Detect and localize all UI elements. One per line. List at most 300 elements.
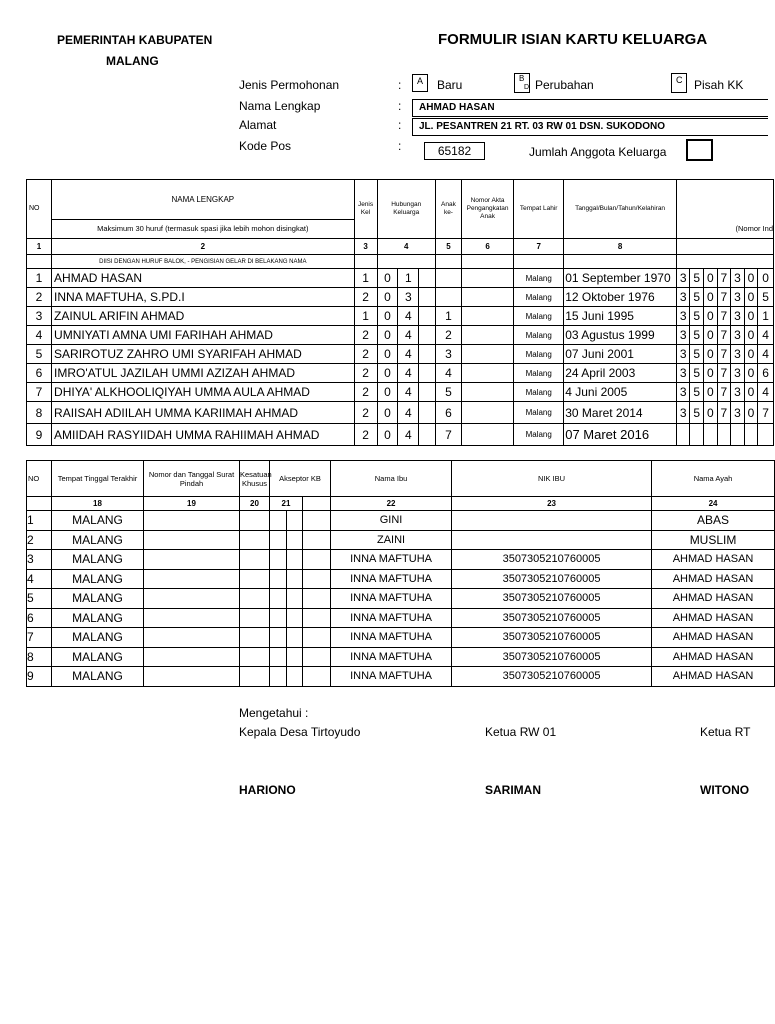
nik-digit: 0 [704,269,718,288]
nik-digit: 0 [704,402,718,424]
member-birthdate: 24 April 2003 [564,364,677,383]
kesatuan-cell [240,628,270,648]
nik-ibu-cell: 3507305210760005 [452,647,652,667]
member-gender: 1 [354,307,377,326]
member-relation-digit: 0 [377,345,398,364]
row-number: 4 [27,569,52,589]
kesatuan-cell [240,530,270,550]
nik-digit: 7 [758,402,774,424]
row-number: 8 [27,647,52,667]
table-row [27,402,774,424]
member-relation-digit [419,269,436,288]
col-number: 6 [462,239,514,255]
nik-digit: 5 [690,364,704,383]
option-b-code-2: D [524,84,530,91]
member-gender: 2 [354,364,377,383]
tempat-tinggal-cell: MALANG [52,667,144,687]
header-nama-note: Maksimum 30 huruf (termasuk spasi jika lebih mohon disingkat) [52,220,355,239]
jumlah-anggota-field[interactable] [686,139,713,161]
header-tanggal-lahir: Tanggal/Bulan/Tahun/Kelahiran [564,180,677,239]
member-relation-digit [419,383,436,402]
option-c-checkbox[interactable] [671,73,687,93]
nama-lengkap-label: Nama Lengkap [239,99,321,113]
option-b-label: Perubahan [535,78,594,92]
table-row [27,511,775,531]
col-number: 1 [27,239,52,255]
kesatuan-cell [240,511,270,531]
table-row [27,647,775,667]
member-relation-digit [419,402,436,424]
nik-digit: 4 [758,345,774,364]
akseptor-cell [270,628,287,648]
header-nomor-surat: Nomor dan Tanggal Surat Pindah [144,461,240,497]
member-name: ZAINUL ARIFIN AHMAD [52,307,355,326]
tempat-tinggal-cell: MALANG [52,530,144,550]
nik-digit: 5 [690,345,704,364]
nik-digit: 7 [717,402,731,424]
header-kesatuan-khusus: Kesatuan Khusus [240,461,270,497]
nama-lengkap-field[interactable]: AHMAD HASAN [412,99,768,117]
member-birthplace: Malang [514,326,564,345]
table-row [27,364,774,383]
nik-digit: 3 [676,345,690,364]
col-number: 20 [240,497,270,511]
nik-digit: 3 [731,345,745,364]
colon: : [398,78,402,92]
akseptor-cell [287,667,303,687]
member-birthdate: 01 September 1970 [564,269,677,288]
row-number: 1 [27,511,52,531]
table-row [27,307,774,326]
akseptor-cell [303,511,331,531]
nik-digit: 0 [744,345,758,364]
nik-digit [758,424,774,446]
nik-digit: 3 [676,269,690,288]
header-tempat-lahir: Tempat Lahir [514,180,564,239]
table-row [27,345,774,364]
kepala-desa-name: HARIONO [239,783,296,797]
nama-ibu-cell: INNA MAFTUHA [331,647,452,667]
kesatuan-cell [240,589,270,609]
akseptor-cell [303,530,331,550]
member-child-order [435,269,461,288]
nama-ibu-cell: ZAINI [331,530,452,550]
akseptor-cell [287,511,303,531]
nik-ibu-cell: 3507305210760005 [452,608,652,628]
jumlah-anggota-label: Jumlah Anggota Keluarga [529,145,667,159]
kepala-desa-title: Kepala Desa Tirtoyudo [239,725,361,739]
table-row [27,326,774,345]
akseptor-cell [287,530,303,550]
member-number: 3 [27,307,52,326]
colon: : [398,118,402,132]
alamat-label: Alamat [239,118,277,132]
nama-ayah-cell: ABAS [652,511,775,531]
nama-ayah-cell: AHMAD HASAN [652,608,775,628]
tempat-tinggal-cell: MALANG [52,647,144,667]
akseptor-cell [287,647,303,667]
nik-digit: 6 [758,364,774,383]
nik-digit: 3 [731,402,745,424]
surat-pindah-cell [144,511,240,531]
nik-digit: 3 [676,326,690,345]
akseptor-cell [303,550,331,570]
row-number: 7 [27,628,52,648]
nama-ibu-cell: INNA MAFTUHA [331,628,452,648]
member-birthdate: 15 Juni 1995 [564,307,677,326]
member-adoption-number [462,269,514,288]
nama-ibu-cell: INNA MAFTUHA [331,550,452,570]
col-number: 7 [514,239,564,255]
member-adoption-number [462,424,514,446]
table-row [27,628,775,648]
akseptor-cell [270,667,287,687]
nik-ibu-cell [452,511,652,531]
member-name: IMRO'ATUL JAZILAH UMMI AZIZAH AHMAD [52,364,355,383]
row-number: 6 [27,608,52,628]
nik-ibu-cell: 3507305210760005 [452,569,652,589]
member-number: 1 [27,269,52,288]
member-name: AHMAD HASAN [52,269,355,288]
table-row [27,269,774,288]
col-number: 18 [52,497,144,511]
nama-ibu-cell: INNA MAFTUHA [331,569,452,589]
member-name: SARIROTUZ ZAHRO UMI SYARIFAH AHMAD [52,345,355,364]
member-child-order: 4 [435,364,461,383]
nik-digit: 4 [758,383,774,402]
member-relation-digit [419,364,436,383]
akseptor-cell [270,550,287,570]
member-name: AMIIDAH RASYIIDAH UMMA RAHIIMAH AHMAD [52,424,355,446]
nik-digit: 1 [758,307,774,326]
tempat-tinggal-cell: MALANG [52,550,144,570]
akseptor-cell [287,628,303,648]
kesatuan-cell [240,569,270,589]
header-no: NO [27,461,52,497]
nik-digit [704,424,718,446]
nik-ibu-cell [452,530,652,550]
colon: : [398,139,402,153]
header-nik-ibu: NIK IBU [452,461,652,497]
member-gender: 2 [354,383,377,402]
member-relation-digit: 4 [398,307,419,326]
member-name: UMNIYATI AMNA UMI FARIHAH AHMAD [52,326,355,345]
nik-ibu-cell: 3507305210760005 [452,667,652,687]
akseptor-cell [303,569,331,589]
nik-digit: 0 [744,326,758,345]
surat-pindah-cell [144,550,240,570]
akseptor-cell [270,608,287,628]
header-akseptor-kb: Akseptor KB [270,461,331,497]
member-number: 8 [27,402,52,424]
nik-digit: 0 [744,288,758,307]
member-relation-digit: 0 [377,402,398,424]
member-number: 7 [27,383,52,402]
nik-digit: 3 [731,288,745,307]
member-birthplace: Malang [514,307,564,326]
tempat-tinggal-cell: MALANG [52,511,144,531]
option-a-label: Baru [437,78,463,92]
akseptor-cell [270,530,287,550]
member-birthplace: Malang [514,424,564,446]
col-number: 4 [377,239,435,255]
col-number: 5 [435,239,461,255]
table-row [27,589,775,609]
col-number: 3 [354,239,377,255]
ketua-rw-name: SARIMAN [485,783,541,797]
member-child-order: 1 [435,307,461,326]
nik-digit: 3 [676,288,690,307]
member-relation-digit [419,288,436,307]
akseptor-cell [270,569,287,589]
member-relation-digit: 0 [377,364,398,383]
member-relation-digit: 0 [377,424,398,446]
member-name: INNA MAFTUHA, S.PD.I [52,288,355,307]
nama-ibu-cell: INNA MAFTUHA [331,667,452,687]
member-relation-digit: 4 [398,364,419,383]
member-child-order [435,288,461,307]
member-gender: 1 [354,269,377,288]
nik-digit: 7 [717,345,731,364]
nik-digit: 0 [744,383,758,402]
member-child-order: 5 [435,383,461,402]
member-relation-digit: 4 [398,345,419,364]
nik-digit: 0 [744,364,758,383]
header-nama-ayah: Nama Ayah [652,461,775,497]
member-child-order: 2 [435,326,461,345]
surat-pindah-cell [144,569,240,589]
member-relation-digit: 3 [398,288,419,307]
table-row [27,530,775,550]
header-no: NO [27,180,52,239]
akseptor-cell [270,589,287,609]
option-b-code: B [519,74,525,83]
nik-ibu-cell: 3507305210760005 [452,628,652,648]
member-adoption-number [462,288,514,307]
member-birthplace: Malang [514,402,564,424]
member-relation-digit [419,307,436,326]
nama-ibu-cell: INNA MAFTUHA [331,608,452,628]
member-gender: 2 [354,326,377,345]
member-adoption-number [462,345,514,364]
member-birthdate: 03 Agustus 1999 [564,326,677,345]
government-line-2: MALANG [106,54,159,68]
member-birthdate: 07 Maret 2016 [564,424,677,446]
table-row [27,424,774,446]
tempat-tinggal-cell: MALANG [52,628,144,648]
kesatuan-cell [240,667,270,687]
colon: : [398,99,402,113]
nik-digit: 0 [744,269,758,288]
surat-pindah-cell [144,647,240,667]
akseptor-cell [303,647,331,667]
table-row [27,550,775,570]
table-row [27,383,774,402]
member-birthplace: Malang [514,288,564,307]
nik-digit: 3 [676,364,690,383]
member-gender: 2 [354,345,377,364]
member-name: DHIYA' ALKHOOLIQIYAH UMMA AULA AHMAD [52,383,355,402]
member-relation-digit: 0 [377,269,398,288]
member-birthplace: Malang [514,383,564,402]
member-relation-digit: 4 [398,424,419,446]
member-relation-digit: 0 [377,326,398,345]
surat-pindah-cell [144,667,240,687]
akseptor-cell [270,511,287,531]
member-number: 2 [27,288,52,307]
nama-ayah-cell: AHMAD HASAN [652,589,775,609]
header-hubungan-keluarga: Hubungan Keluarga [377,180,435,239]
member-relation-digit: 4 [398,383,419,402]
nik-digit: 5 [690,288,704,307]
nama-ayah-cell: MUSLIM [652,530,775,550]
nama-ibu-cell: INNA MAFTUHA [331,589,452,609]
member-adoption-number [462,364,514,383]
header-anak-ke: Anak ke- [435,180,461,239]
member-birthplace: Malang [514,364,564,383]
tempat-tinggal-cell: MALANG [52,589,144,609]
member-relation-digit [419,424,436,446]
member-gender: 2 [354,288,377,307]
kesatuan-cell [240,550,270,570]
nama-ayah-cell: AHMAD HASAN [652,647,775,667]
nik-digit: 3 [731,364,745,383]
nik-digit: 3 [731,383,745,402]
kode-pos-field[interactable]: 65182 [424,142,485,160]
surat-pindah-cell [144,628,240,648]
member-adoption-number [462,307,514,326]
nik-digit [731,424,745,446]
member-name: RAIISAH ADIILAH UMMA KARIIMAH AHMAD [52,402,355,424]
member-number: 4 [27,326,52,345]
nik-digit: 0 [744,307,758,326]
col-number: 19 [144,497,240,511]
nik-digit: 7 [717,364,731,383]
surat-pindah-cell [144,530,240,550]
nik-digit: 3 [676,383,690,402]
nik-digit: 5 [690,307,704,326]
col-number: 21 [270,497,303,511]
member-relation-digit: 4 [398,402,419,424]
nik-digit [744,424,758,446]
akseptor-cell [303,667,331,687]
table-row [27,667,775,687]
surat-pindah-cell [144,608,240,628]
akseptor-cell [303,628,331,648]
member-relation-digit: 0 [377,288,398,307]
alamat-field[interactable]: JL. PESANTREN 21 RT. 03 RW 01 DSN. SUKODONO [412,118,768,136]
header-tempat-tinggal: Tempat Tinggal Terakhir [52,461,144,497]
member-number: 9 [27,424,52,446]
member-adoption-number [462,402,514,424]
mengetahui-label: Mengetahui : [239,706,309,720]
nik-digit: 0 [744,402,758,424]
nama-ayah-cell: AHMAD HASAN [652,667,775,687]
nik-digit: 7 [717,326,731,345]
member-birthdate: 30 Maret 2014 [564,402,677,424]
nama-ibu-cell: GINI [331,511,452,531]
member-gender: 2 [354,424,377,446]
option-c-code: C [676,75,683,85]
table-row [27,608,775,628]
member-relation-digit [419,326,436,345]
nik-digit: 5 [690,269,704,288]
family-members-table [26,179,774,446]
option-a-checkbox[interactable] [412,74,428,92]
nik-digit: 7 [717,269,731,288]
akseptor-cell [287,550,303,570]
kesatuan-cell [240,608,270,628]
nik-digit: 3 [731,307,745,326]
akseptor-cell [303,589,331,609]
nik-digit: 0 [704,307,718,326]
nik-digit [690,424,704,446]
nama-ayah-cell: AHMAD HASAN [652,569,775,589]
member-adoption-number [462,383,514,402]
fill-instruction: DIISI DENGAN HURUF BALOK, - PENGISIAN GELAR DI BELAKANG NAMA [52,255,355,269]
col-number: 23 [452,497,652,511]
nik-digit: 5 [758,288,774,307]
nik-ibu-cell: 3507305210760005 [452,550,652,570]
akseptor-cell [287,608,303,628]
member-birthplace: Malang [514,345,564,364]
nik-digit: 7 [717,288,731,307]
option-b-checkbox[interactable] [514,73,530,93]
nik-digit: 7 [717,307,731,326]
nik-digit: 0 [704,364,718,383]
nik-digit: 5 [690,402,704,424]
akseptor-cell [287,589,303,609]
member-adoption-number [462,326,514,345]
nik-digit: 7 [717,383,731,402]
member-relation-digit: 1 [398,269,419,288]
member-birthdate: 12 Oktober 1976 [564,288,677,307]
option-c-label: Pisah KK [694,78,744,92]
option-a-code: A [417,76,424,86]
member-birthdate: 07 Juni 2001 [564,345,677,364]
kesatuan-cell [240,647,270,667]
member-relation-digit: 0 [377,383,398,402]
nama-ayah-cell: AHMAD HASAN [652,550,775,570]
table-row [27,288,774,307]
nik-digit: 3 [676,402,690,424]
table-row [27,569,775,589]
member-number: 6 [27,364,52,383]
government-line-1: PEMERINTAH KABUPATEN [57,33,213,47]
row-number: 2 [27,530,52,550]
akseptor-cell [270,647,287,667]
jenis-permohonan-label: Jenis Permohonan [239,78,340,92]
col-number: 8 [564,239,677,255]
nik-digit: 0 [704,345,718,364]
akseptor-cell [287,569,303,589]
nik-digit: 0 [704,288,718,307]
member-birthplace: Malang [514,269,564,288]
nik-digit: 3 [676,307,690,326]
ketua-rt-name: WITONO [700,783,750,797]
header-jenis-kelamin: Jenis Kel [354,180,377,239]
ketua-rt-title: Ketua RT [700,725,751,739]
nama-ayah-cell: AHMAD HASAN [652,628,775,648]
nik-digit [676,424,690,446]
header-nama-ibu: Nama Ibu [331,461,452,497]
col-number: 24 [652,497,775,511]
nik-digit: 3 [731,326,745,345]
col-number: 2 [52,239,355,255]
ketua-rw-title: Ketua RW 01 [485,725,557,739]
member-gender: 2 [354,402,377,424]
member-child-order: 6 [435,402,461,424]
